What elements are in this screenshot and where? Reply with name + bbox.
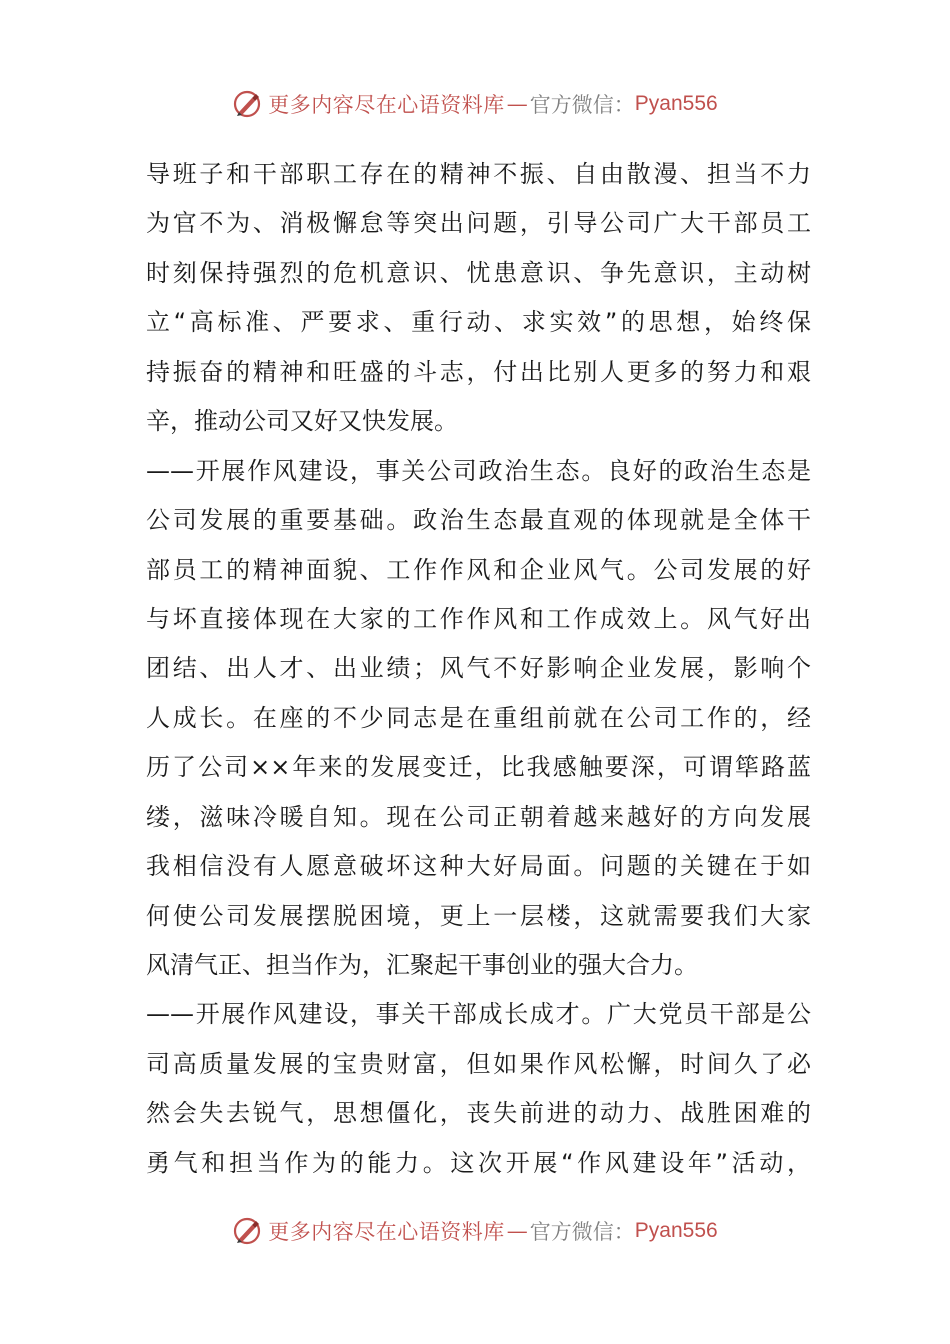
banner-wechat-label: 官方微信： — [529, 1220, 635, 1244]
text-line: 为官不为、消极懈怠等突出问题，引导公司广大干部员工 — [146, 209, 811, 238]
banner-slogan: 更多内容尽在心语资料库 — [268, 93, 505, 117]
text-line: 辛，推动公司又好又快发展。 — [146, 407, 458, 436]
text-line: 公司发展的重要基础。政治生态最直观的体现就是全体干 — [146, 506, 811, 535]
text-line: 然会失去锐气，思想僵化，丧失前进的动力、战胜困难的 — [146, 1099, 811, 1128]
text-line: ——开展作风建设，事关干部成长成才。广大党员干部是公 — [146, 1000, 811, 1029]
text-line: 历了公司××年来的发展变迁，比我感触要深，可谓筚路蓝 — [146, 753, 811, 782]
text-line: 与坏直接体现在大家的工作作风和工作成效上。风气好出 — [146, 604, 811, 633]
text-line: 人成长。在座的不少同志是在重组前就在公司工作的，经 — [146, 703, 811, 732]
banner-separator: — — [506, 1219, 528, 1243]
pen-logo-icon — [232, 89, 262, 119]
text-line: 立“高标准、严要求、重行动、求实效”的思想，始终保 — [146, 308, 811, 337]
document-body — [146, 150, 811, 1188]
footer-banner — [0, 1211, 950, 1251]
text-line: 导班子和干部职工存在的精神不振、自由散漫、担当不力 — [146, 160, 811, 188]
pen-logo-icon — [232, 1216, 262, 1246]
text-line: 团结、出人才、出业绩；风气不好影响企业发展，影响个 — [146, 654, 811, 683]
text-line: 缕，滋味冷暖自知。现在公司正朝着越来越好的方向发展 — [146, 802, 811, 831]
header-banner — [0, 84, 950, 124]
text-line: 部员工的精神面貌、工作作风和企业风气。公司发展的好 — [146, 555, 811, 584]
banner-wechat-id: Pyan556 — [634, 92, 718, 115]
text-line: 何使公司发展摆脱困境，更上一层楼，这就需要我们大家 — [146, 901, 811, 930]
text-line: ——开展作风建设，事关公司政治生态。良好的政治生态是 — [146, 456, 811, 485]
text-line: 勇气和担当作为的能力。这次开展“作风建设年”活动， — [146, 1148, 811, 1177]
banner-wechat-label: 官方微信： — [529, 93, 635, 117]
banner-slogan: 更多内容尽在心语资料库 — [268, 1220, 505, 1244]
text-line: 司高质量发展的宝贵财富，但如果作风松懈，时间久了必 — [146, 1049, 811, 1078]
text-line: 时刻保持强烈的危机意识、忧患意识、争先意识，主动树 — [146, 258, 811, 287]
text-line: 风清气正、担当作为，汇聚起干事创业的强大合力。 — [146, 951, 698, 979]
banner-wechat-id: Pyan556 — [634, 1219, 718, 1242]
text-line: 持振奋的精神和旺盛的斗志，付出比别人更多的努力和艰 — [146, 357, 811, 386]
text-line: 我相信没有人愿意破坏这种大好局面。问题的关键在于如 — [146, 852, 811, 881]
banner-separator: — — [506, 92, 528, 116]
